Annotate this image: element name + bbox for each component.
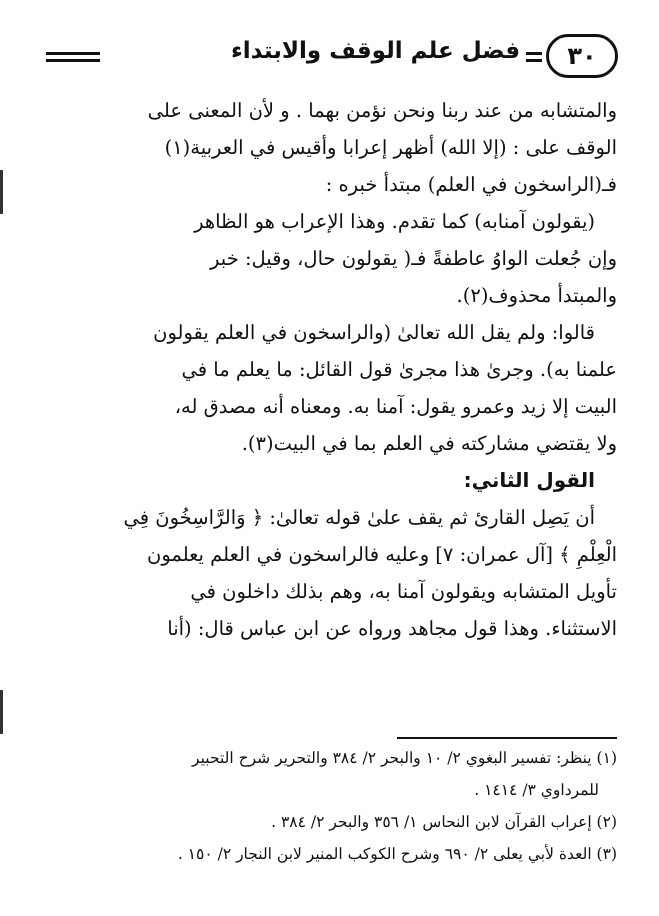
footnote-separator [397,737,617,739]
text-line: فـ(الراسخون في العلم) مبتدأ خبره : [325,173,617,196]
page-edge-shadow [0,170,3,214]
text-line: (يقولون آمنابه) كما تقدم. وهذا الإعراب هو الظاهر [194,210,595,233]
section-heading: القول الثاني: [463,468,595,492]
text-line: والمبتدأ محذوف(٢). [456,284,617,307]
text-line: تأويل المتشابه ويقولون آمنا به، وهم بذلك داخلون في [190,580,617,603]
text-line: ولا يقتضي مشاركته في العلم بما في البيت(٣). [241,432,617,455]
text-line: وإن جُعلت الواوُ عاطفةً فـ( يقولون حال، وقيل: خبر [210,247,617,270]
text-line: الوقف على : (إلا الله) أظهر إعرابا وأقيس في العربية(١) [164,136,617,159]
page-header [40,30,618,84]
text-line: البيت إلا زيد وعمرو يقول: آمنا به. ومعناه أنه مصدق له، [174,395,617,418]
footnote-1: (١) ينظر: تفسير البغوي ٢/ ١٠ والبحر ٢/ ٣٨٤ والتحرير شرح التحبير [192,749,617,767]
header-rule-right [526,52,542,62]
page-edge-shadow [0,690,3,734]
main-text [37,92,617,647]
running-title: فضل علم الوقف والابتداء [230,38,520,64]
footnote-3: (٣) العدة لأبي يعلى ٢/ ٦٩٠ وشرح الكوكب المنير لابن النجار ٢/ ١٥٠ . [177,845,617,863]
text-line: قالوا: ولم يقل الله تعالىٰ (والراسخون في العلم يقولون [153,321,595,344]
footnotes [37,742,617,870]
footnote-1-continued: للمرداوي ٣/ ١٤١٤ . [474,781,599,799]
text-line: الاستثناء. وهذا قول مجاهد ورواه عن ابن عباس قال: (أنا [167,617,617,640]
footnote-2: (٢) إعراب القرآن لابن النحاس ١/ ٣٥٦ والبحر ٢/ ٣٨٤ . [271,813,617,831]
text-line: والمتشابه من عند ربنا ونحن نؤمن بهما . و لأن المعنى على [147,99,617,122]
text-line: علمنا به). وجرىٰ هذا مجرىٰ قول القائل: ما يعلم ما في [181,358,617,381]
text-line: الْعِلْمِ ﴾ [آل عمران: ٧] وعليه فالراسخون في العلم يعلمون [147,543,617,566]
page-number-badge: ٣٠ [546,34,618,78]
text-line: أن يَصِل القارئ ثم يقف علىٰ قوله تعالىٰ: ﴿ وَالرَّاسِخُونَ فِي [123,506,595,529]
header-rule-left [46,52,100,62]
